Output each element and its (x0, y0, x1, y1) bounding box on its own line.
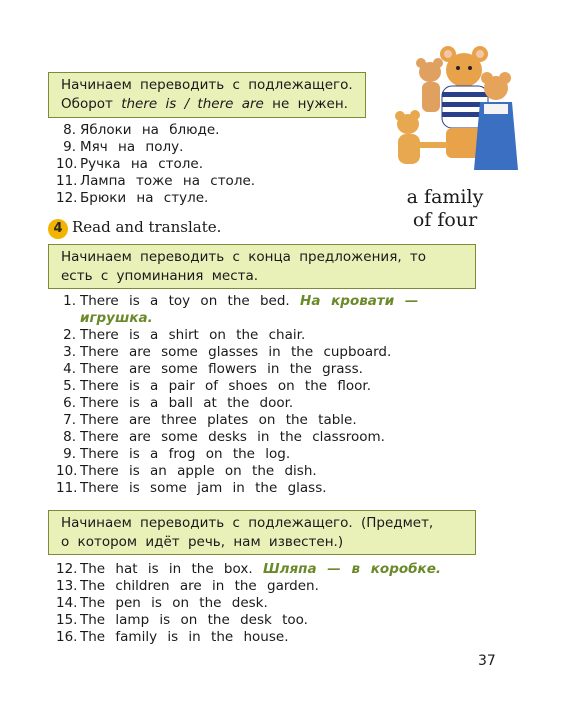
family-caption-line-1: a family (406, 186, 484, 208)
mouse-family-illustration (384, 42, 524, 174)
sentence-list-3 (56, 561, 441, 646)
list-item: 10. Ручка на столе. (56, 156, 203, 172)
rule-note-2 (48, 244, 476, 289)
list-item: 12. Брюки на стуле. (56, 190, 209, 206)
list-item: 6. There is a ball at the door. (63, 395, 294, 411)
list-item: 3. There are some glasses in the cupboard. (63, 344, 392, 360)
page-number: 37 (478, 653, 496, 669)
rule-note-1-line-1: Начинаем переводить с подлежащего. (61, 77, 353, 93)
rule-note-3-line-1: Начинаем переводить с подлежащего. (Предмет, (61, 515, 434, 531)
rule-note-3 (48, 510, 476, 555)
family-caption (390, 186, 500, 232)
rule-note-2-line-2: есть с упоминания места. (61, 268, 259, 284)
list-item: 16. The family is in the house. (56, 629, 289, 645)
list-item: 15. The lamp is on the desk too. (56, 612, 308, 628)
list-item: 11. Лампа тоже на столе. (56, 173, 256, 189)
list-item: 11. There is some jam in the glass. (56, 480, 327, 496)
list-item: 12. The hat is in the box. Шляпа — в коробке. (56, 561, 441, 577)
list-item: 1. There is a toy on the bed. На кровати — игрушка. (63, 293, 419, 326)
exercise-label: Read and translate. (72, 218, 222, 236)
list-item: 9. There is a frog on the log. (63, 446, 291, 462)
list-item: 14. The pen is on the desk. (56, 595, 268, 611)
rule-note-3-line-2: о котором идёт речь, нам известен.) (61, 534, 344, 550)
list-item: 2. There is a shirt on the chair. (63, 327, 306, 343)
sentence-list-2 (56, 293, 418, 497)
exercise-heading (48, 218, 221, 239)
list-item: 8. There are some desks in the classroom. (63, 429, 385, 445)
list-item: 13. The children are in the garden. (56, 578, 319, 594)
list-item: 7. There are three plates on the table. (63, 412, 357, 428)
family-caption-line-2: of four (412, 209, 478, 231)
rule-note-1-line-2: Оборот there is / there are не нужен. (61, 96, 348, 112)
list-item: 4. There are some flowers in the grass. (63, 361, 363, 377)
list-item: 8. Яблоки на блюде. (63, 122, 220, 138)
exercise-number-badge: 4 (48, 219, 68, 239)
rule-note-2-line-1: Начинаем переводить с конца предложения, то (61, 249, 427, 265)
rule-note-1 (48, 72, 366, 118)
list-item: 10. There is an apple on the dish. (56, 463, 317, 479)
list-item: 5. There is a pair of shoes on the floor. (63, 378, 371, 394)
list-item: 9. Мяч на полу. (63, 139, 184, 155)
sentence-list-1 (56, 122, 255, 207)
